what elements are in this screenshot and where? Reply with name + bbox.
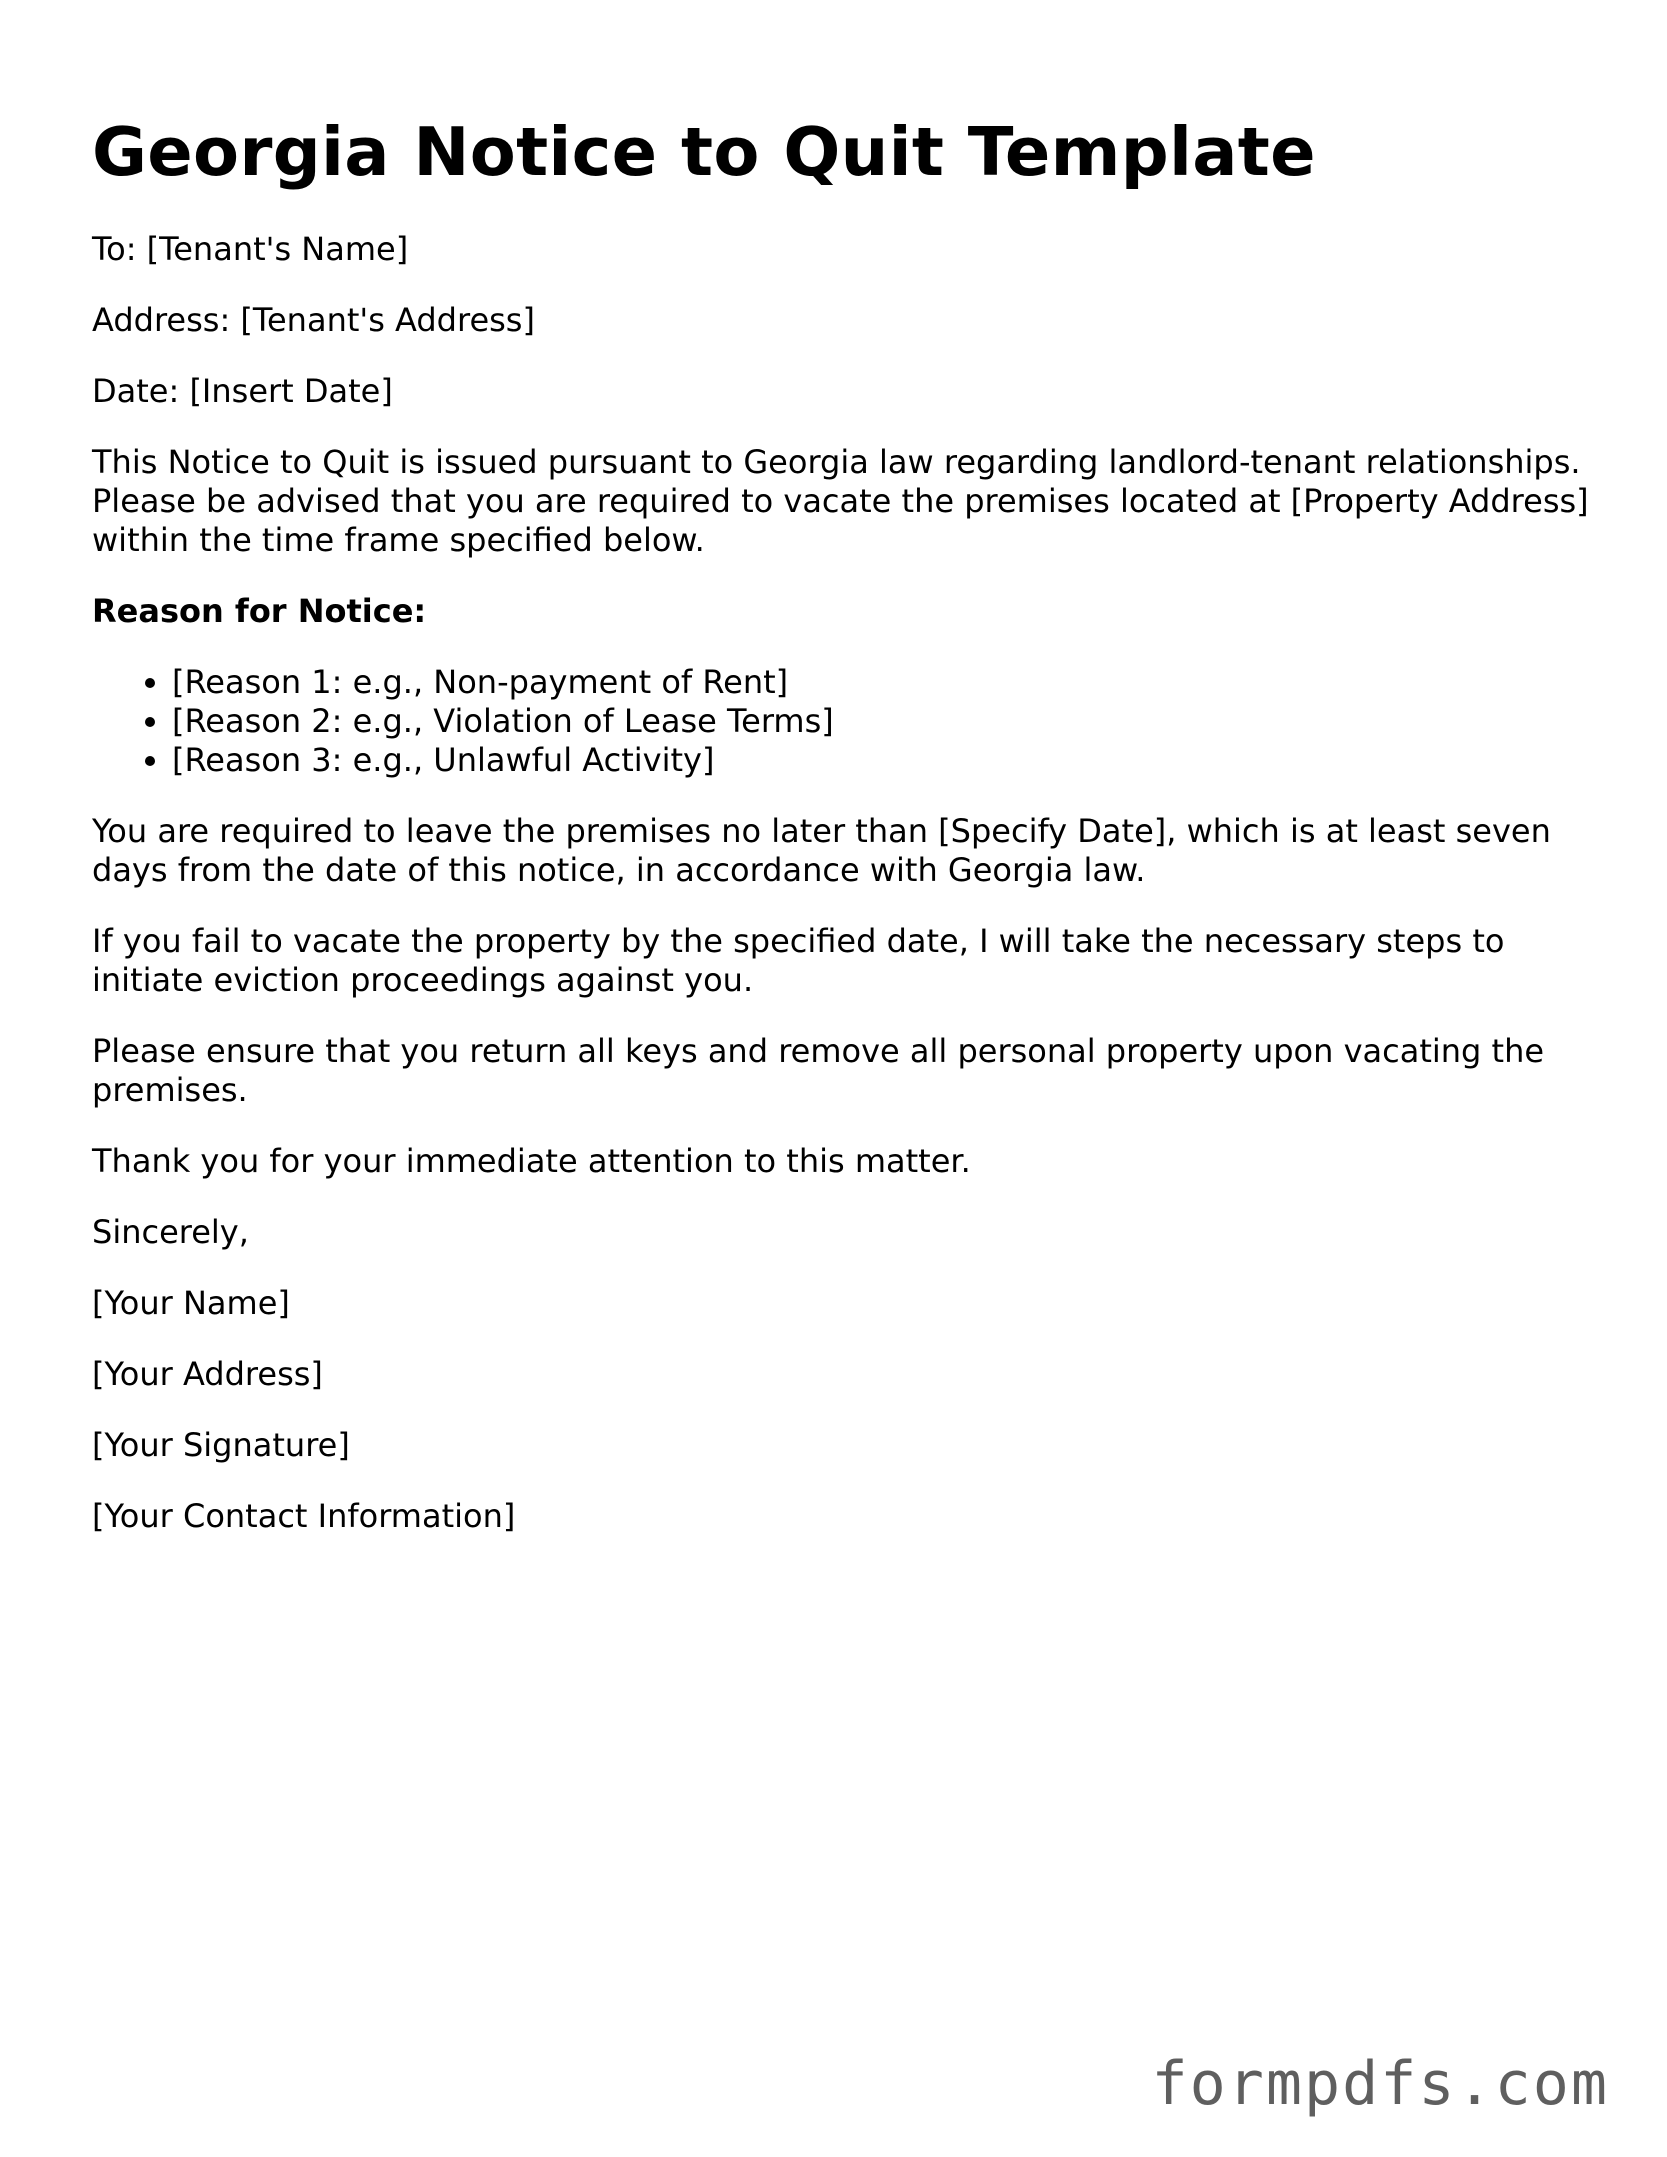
watermark-text: formpdfs.com [1151, 2049, 1609, 2119]
recipient-address-line: Address: [Tenant's Address] [92, 301, 535, 339]
intro-paragraph: This Notice to Quit is issued pursuant to Georgia law regarding landlord-tenant relationships. Please be advised that you are required to vacate the premises located at [Property Address] within the time frame specified below. [92, 443, 1589, 559]
sender-name: [Your Name] [92, 1284, 290, 1322]
list-item: • [Reason 1: e.g., Non-payment of Rent] [172, 663, 1592, 702]
list-item: • [Reason 3: e.g., Unlawful Activity] [172, 741, 1592, 780]
recipient-line: To: [Tenant's Name] [92, 230, 409, 268]
reason-heading: Reason for Notice: [92, 592, 427, 630]
eviction-paragraph: If you fail to vacate the property by the specified date, I will take the necessary steps to initiate eviction proceedings against you. [92, 922, 1505, 999]
closing-line: Sincerely, [92, 1213, 249, 1251]
reasons-list [92, 663, 1592, 780]
sender-address: [Your Address] [92, 1355, 323, 1393]
page-title: Georgia Notice to Quit Template [92, 113, 1316, 191]
deadline-paragraph: You are required to leave the premises no later than [Specify Date], which is at least seven days from the date of this notice, in accordance with Georgia law. [92, 812, 1551, 889]
date-line: Date: [Insert Date] [92, 372, 393, 410]
keys-paragraph: Please ensure that you return all keys and remove all personal property upon vacating the premises. [92, 1032, 1545, 1109]
sender-contact: [Your Contact Information] [92, 1497, 516, 1535]
thanks-paragraph: Thank you for your immediate attention to this matter. [92, 1142, 971, 1180]
sender-signature: [Your Signature] [92, 1426, 350, 1464]
list-item: • [Reason 2: e.g., Violation of Lease Terms] [172, 702, 1592, 741]
document-page [92, 112, 1592, 1568]
